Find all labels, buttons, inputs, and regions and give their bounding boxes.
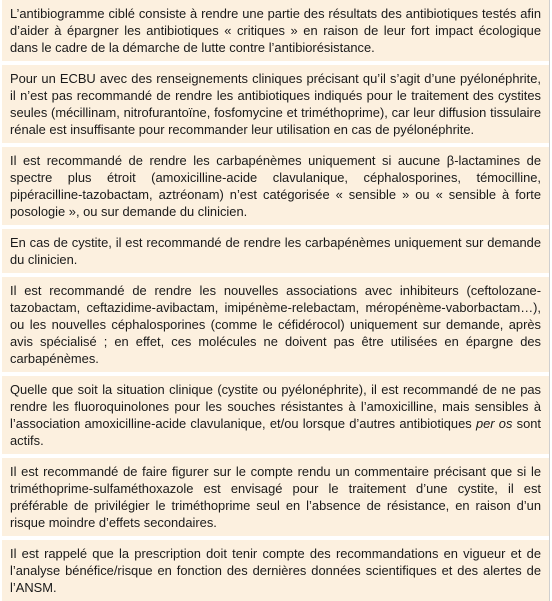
recommendation-block-pyelonephritis [2, 65, 549, 143]
recommendation-text-italic: per os [475, 416, 513, 431]
recommendation-block-trimethoprim [2, 458, 549, 536]
recommendation-text-after: sont actifs. [10, 416, 541, 448]
recommendation-text: Il est recommandé de rendre les nouvelles associations avec inhibiteurs (ceftolozane-tazobactam, ceftazidime-avibactam, imipénème-relebactam, méropénème-vaborbactam…), ou les nouvelles céphalosporines (comme le céfidérocol) uniquement sur demande, après avis spécialisé ; en effet, ces molécules ne doivent pas être utilisées en épargne des carbapénèmes. [10, 283, 541, 366]
recommendation-block-fluoroquinolones [2, 376, 549, 454]
recommendation-text: Pour un ECBU avec des renseignements cliniques précisant qu’il s’agit d’une pyélonéphrite, il n’est pas recommandé de rendre les antibiotiques indiqués pour le traitement des cystites seules (mécillinam, nitrofurantoïne, fosfomycine et triméthoprime), car leur diffusion tissulaire rénale est insuffisante pour recommander leur utilisation en cas de pyélonéphrite. [10, 71, 541, 137]
recommendation-block-prescription [2, 540, 549, 601]
recommendation-text: Il est recommandé de rendre les carbapénèmes uniquement si aucune β-lactamines de spectre plus étroit (amoxicilline-acide clavulanique, céphalosporines, témocilline, pipéracilline-tazobactam, aztréonam) n’est catégorisée « sensible » ou « sensible à forte posologie », ou sur demande du clinicien. [10, 153, 541, 219]
recommendation-text: Il est rappelé que la prescription doit tenir compte des recommandations en vigueur et de l’analyse bénéfice/risque en fonction des dernières données scientifiques et des alertes de l’ANSM. [10, 546, 541, 595]
recommendation-block-cystitis-carbapenems [2, 229, 549, 273]
recommendation-block-new-associations [2, 277, 549, 372]
recommendation-block-targeted-antibiogram [2, 0, 549, 61]
recommendation-text: En cas de cystite, il est recommandé de rendre les carbapénèmes uniquement sur demande du clinicien. [10, 235, 541, 267]
recommendation-block-carbapenems [2, 147, 549, 225]
recommendation-text: Il est recommandé de faire figurer sur le compte rendu un commentaire précisant que si le triméthoprime-sulfaméthoxazole est envisagé pour le traitement d’une cystite, il est préférable de privilégier le triméthoprime seul en l’absence de résistance, en raison d’un risque moindre d’effets secondaires. [10, 464, 541, 530]
recommendations-document [2, 0, 550, 601]
recommendation-text [10, 381, 541, 449]
recommendation-text: L’antibiogramme ciblé consiste à rendre une partie des résultats des antibiotiques testés afin d’aider à épargner les antibiotiques « critiques » en raison de leur fort impact écologique dans le cadre de la démarche de lutte contre l’antibiorésistance. [10, 6, 541, 55]
recommendation-text-before: Quelle que soit la situation clinique (cystite ou pyélonéphrite), il est recommandé de ne pas rendre les fluoroquinolones pour les souches résistantes à l’amoxicilline, mais sensibles à l’association amoxicilline-acide clavulanique, et/ou lorsque d’autres antibiotiques [10, 382, 541, 431]
